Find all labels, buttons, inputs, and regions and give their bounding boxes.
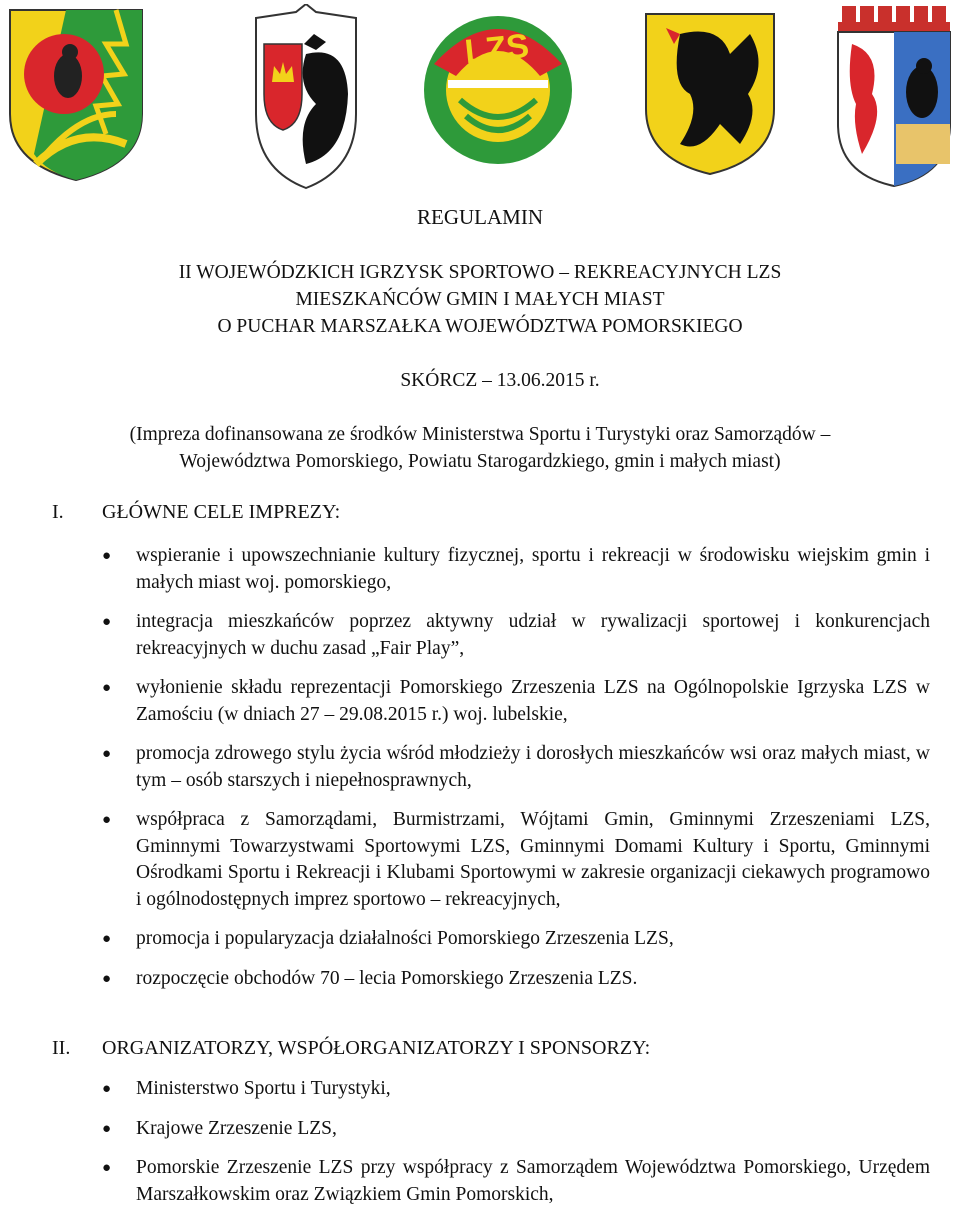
funding-note-line-1: (Impreza dofinansowana ze środków Ministerstwa Sportu i Turystyki oraz Samorządów – [129,424,831,445]
pomorskie-coat-of-arms-griffin-icon [640,4,780,176]
gmina-coat-of-arms-griffin-crown-icon [236,4,376,190]
list-item-text: rozpoczęcie obchodów 70 – lecia Pomorskiego Zrzeszenia LZS. [136,967,638,989]
funding-note-line-2: Województwa Pomorskiego, Powiatu Starogardzkiego, gmin i małych miast) [179,451,781,472]
logos-row [0,4,960,194]
list-item-text: Pomorskie Zrzeszenie LZS przy współpracy z Samorządem Województwa Pomorskiego, Urzędem Marszałkowskim oraz Związkiem Gmin Pomorskich, [136,1157,930,1205]
list-item-text: wyłonienie składu reprezentacji Pomorskiego Zrzeszenia LZS na Ogólnopolskie Igrzyska LZS w Zamościu (w dniach 27 – 29.08.2015 r.) woj. lubelskie, [136,677,930,725]
bullet-icon: ● [102,680,112,696]
event-name-line-1: II WOJEWÓDZKICH IGRZYSK SPORTOWO – REKREACYJNYCH LZS [178,262,782,283]
section-number: II. [52,1037,71,1059]
list-item-text: integracja mieszkańców poprzez aktywny udział w rywalizacji sportowej i konkurencjach rekreacyjnych w duchu zasad „Fair Play”, [136,611,930,659]
bullet-icon: ● [102,1160,112,1176]
list-item-text: promocja i popularyzacja działalności Pomorskiego Zrzeszenia LZS, [136,928,674,949]
list-item-text: Krajowe Zrzeszenie LZS, [136,1117,337,1139]
list-item [100,1076,930,1103]
bullet-icon: ● [102,1081,112,1097]
lzs-logo-text: LZS [462,26,531,72]
bullet-icon: ● [102,548,112,564]
town-coat-of-arms-castle-bird-icon [832,4,956,188]
goals-list [100,543,930,1005]
list-item [100,926,930,953]
list-item [100,807,930,913]
list-item [100,675,930,728]
list-item-text: wspieranie i upowszechnianie kultury fizycznej, sportu i rekreacji w środowisku wiejskim gmin i małych miast woj. pomorskiego, [136,545,930,593]
document-title: REGULAMIN [417,205,543,229]
list-item [100,609,930,662]
place-and-date: SKÓRCZ – 13.06.2015 r. [400,370,600,391]
list-item [100,966,930,993]
list-item [100,741,930,794]
list-item-text: Ministerstwo Sportu i Turystyki, [136,1078,391,1099]
list-item-text: promocja zdrowego stylu życia wśród młodzieży i dorosłych mieszkańców wsi oraz małych miast, w tym – osób starszych i niepełnosprawnych, [136,743,930,791]
event-name-line-2: MIESZKAŃCÓW GMIN I MAŁYCH MIAST [295,289,665,310]
section-number: I. [52,501,64,523]
bullet-icon: ● [102,1120,112,1137]
organizers-list [100,1076,930,1221]
list-item [100,1116,930,1143]
section-title: ORGANIZATORZY, WSPÓŁORGANIZATORZY I SPONSORZY: [102,1037,651,1059]
list-item-text: współpraca z Samorządami, Burmistrzami, Wójtami Gmin, Gminnymi Zrzeszeniami LZS, Gminnymi Towarzystwami Sportowymi LZS, Gminnymi Domami Kultury i Sportu, Gminnymi Ośrodkami Sportu i Rekreacji i Klubami Sportowymi w zakresie organizacji ciekawych programowo i ogólnodostępnych imprez sportowo – rekreacyjnych, [136,809,930,910]
bullet-icon: ● [102,970,112,987]
event-name-line-3: O PUCHAR MARSZAŁKA WOJEWÓDZTWA POMORSKIEGO [217,316,743,337]
gmina-coat-of-arms-bird-wheat-icon [6,4,146,182]
list-item [100,543,930,596]
lzs-emblem-icon [420,4,576,174]
bullet-icon: ● [102,812,112,828]
section-title: GŁÓWNE CELE IMPREZY: [102,501,341,523]
bullet-icon: ● [102,614,112,630]
list-item [100,1155,930,1208]
bullet-icon: ● [102,746,112,762]
bullet-icon: ● [102,931,112,947]
